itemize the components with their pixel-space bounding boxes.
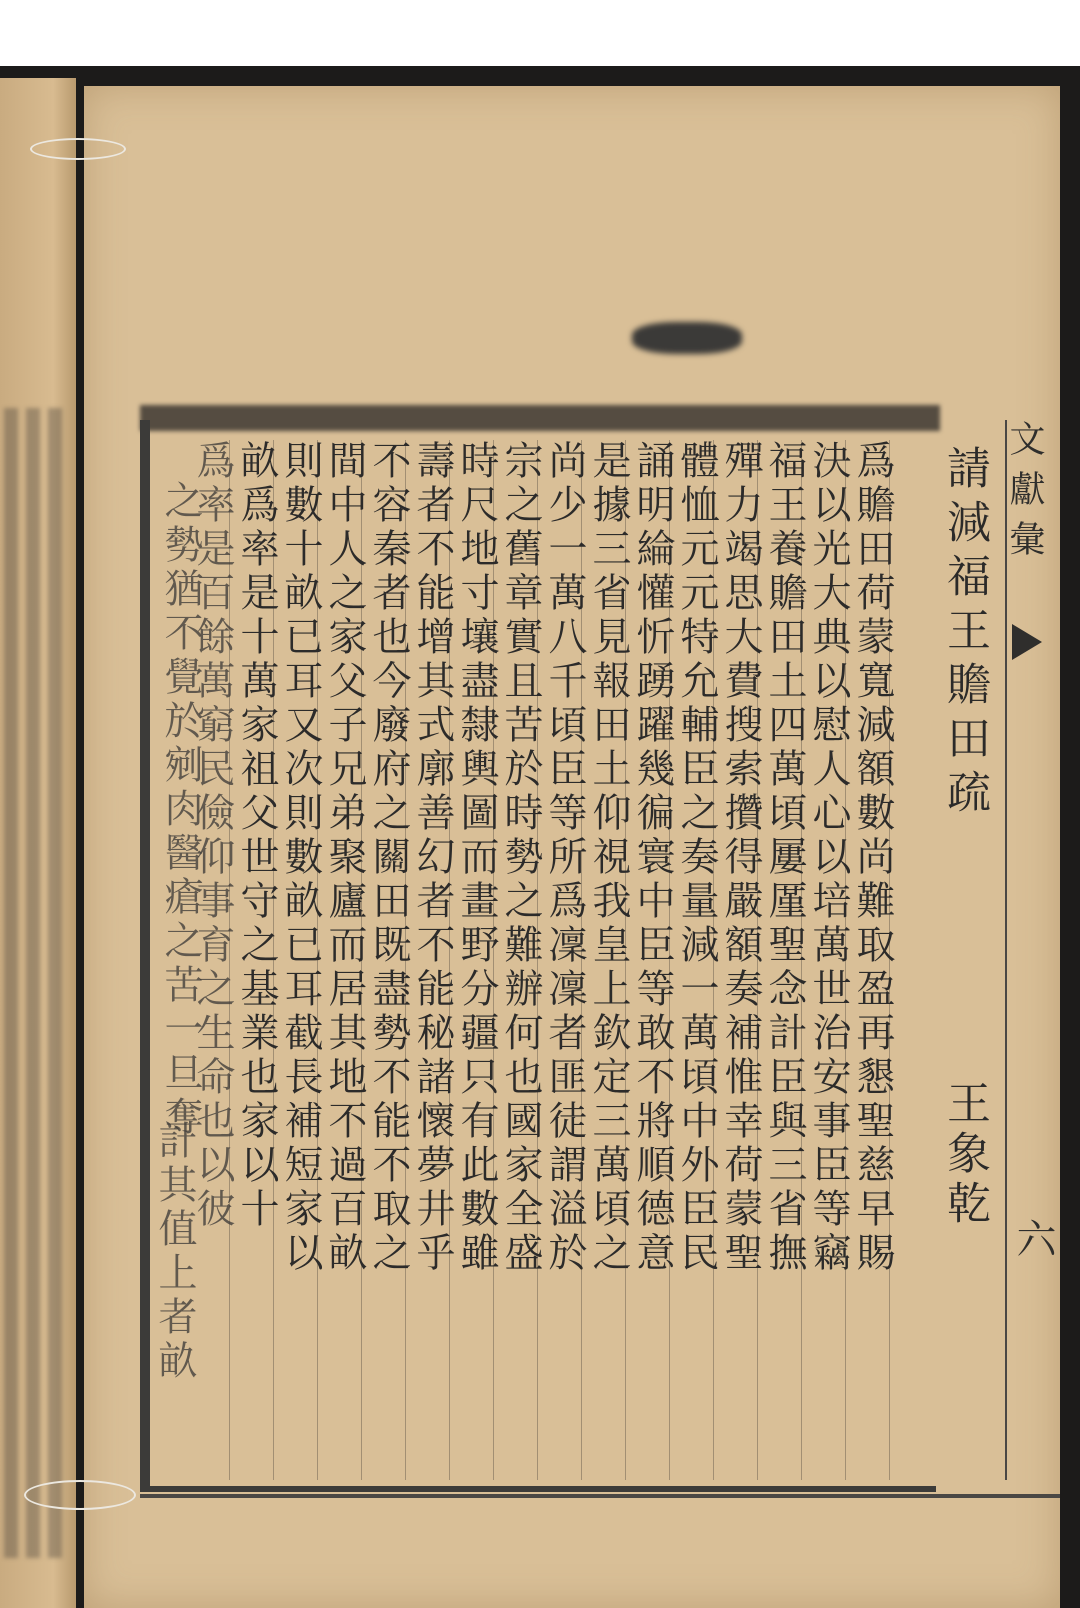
document-title: 請減福王贍田疏 [939, 445, 990, 823]
text-column-14: 則數十畝已耳又次則數畝已耳截長補短家以 [278, 440, 323, 1276]
document-author: 王象乾 [939, 1080, 990, 1230]
binding-thread-top [30, 138, 126, 160]
text-column-17: 之勢猶不覺於剜肉醫瘡之苦一旦奪 [158, 480, 203, 1140]
text-column-11: 壽者不能增其式廓善幻者不能秘諸懷夢井乎 [410, 440, 455, 1276]
bleed-through-text [4, 408, 64, 1558]
text-column-15: 畝爲率是十萬家祖父世守之基業也家以十 [234, 440, 279, 1232]
text-column-5: 體恤元元特允輔臣之奏量減一萬頃中外臣民 [674, 440, 719, 1276]
text-column-4: 殫力竭思大費搜索攢得嚴額奏補惟幸荷蒙聖 [718, 440, 763, 1276]
fishtail-mark-icon [1012, 624, 1042, 660]
margin-rule [1005, 420, 1007, 1480]
text-column-13: 間中人之家父子兄弟聚廬而居其地不過百畝 [322, 440, 367, 1276]
margin-header: 文獻彙 [1004, 420, 1045, 570]
text-column-6: 誦明綸懽忻踴躍幾徧寰中臣等敢不將順德意 [630, 440, 675, 1276]
text-column-10: 時尺地寸壤盡隸輿圖而畫野分疆只有此數雖 [454, 440, 499, 1276]
text-column-1: 爲贍田荷蒙寬減額數尚難取盈再懇聖慈早賜 [850, 440, 895, 1276]
ink-smudge [632, 322, 742, 354]
text-column-3: 福王養贍田土四萬頃屢厪聖念計臣與三省撫 [762, 440, 807, 1276]
text-column-12: 不容秦者也今廢府之關田既盡勢不能不取之 [366, 440, 411, 1276]
text-column-18: 計其值上者畝 [152, 1120, 197, 1384]
binding-thread-bottom [24, 1480, 136, 1510]
left-page-edge [0, 78, 76, 1608]
frame-bottom-rule [140, 1494, 1060, 1498]
text-column-7: 是據三省見報田土仰視我皇上欽定三萬頃之 [586, 440, 631, 1276]
text-column-9: 宗之舊章實且苦於時勢之難辦何也國家全盛 [498, 440, 543, 1276]
text-column-2: 決以光大典以慰人心以培萬世治安事臣等竊 [806, 440, 851, 1276]
text-column-16: 爲率是百餘萬窮民儉仰事育之生命也以彼 [190, 440, 235, 1232]
text-column-8: 尚少一萬八千頃臣等所爲凜凜者匪徒謂溢於 [542, 440, 587, 1276]
page-number: 六 [1010, 1218, 1056, 1258]
